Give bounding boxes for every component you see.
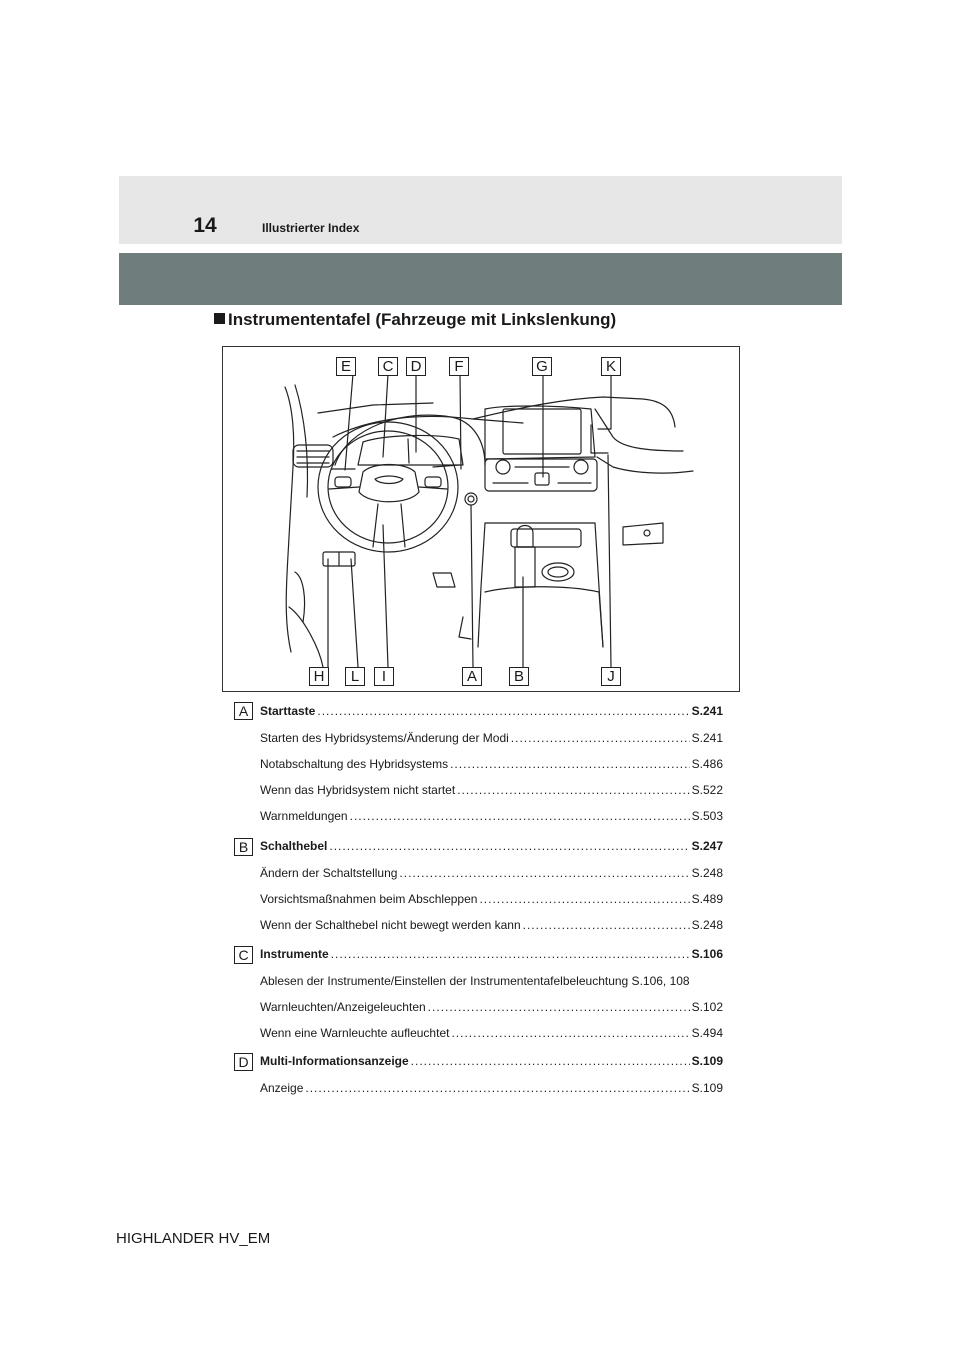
entry-text: Warnmeldungen xyxy=(260,809,348,823)
callout-label-i: I xyxy=(374,667,394,686)
callout-label-g: G xyxy=(532,357,552,376)
entry-page: S.503 xyxy=(691,809,723,823)
entry-text: Warnleuchten/Anzeigeleuchten xyxy=(260,1000,426,1014)
index-entry[interactable] xyxy=(260,757,723,773)
dashboard-drawing xyxy=(223,347,741,693)
index-entry-main[interactable] xyxy=(260,704,723,720)
entry-page: S.241 xyxy=(691,704,723,718)
index-entry[interactable] xyxy=(260,892,723,908)
index-entry-main[interactable] xyxy=(260,839,723,855)
entry-text: Wenn der Schalthebel nicht bewegt werden kann xyxy=(260,918,521,932)
entry-text: Multi-Informationsanzeige xyxy=(260,1054,409,1068)
index-entry[interactable] xyxy=(260,918,723,934)
callout-label-c: C xyxy=(378,357,398,376)
entry-page: S.106 xyxy=(691,947,723,961)
callout-label-b: B xyxy=(509,667,529,686)
entry-page: S.489 xyxy=(691,892,723,906)
index-entry[interactable] xyxy=(260,731,723,747)
index-entry-main[interactable] xyxy=(260,947,723,963)
entry-page: S.248 xyxy=(691,866,723,880)
footer-model: HIGHLANDER HV_EM xyxy=(116,1230,271,1247)
entry-page: S.109 xyxy=(691,1081,723,1095)
entry-text: Ändern der Schaltstellung xyxy=(260,866,398,880)
index-entry[interactable] xyxy=(260,1081,723,1097)
index-entry[interactable] xyxy=(260,809,723,825)
index-entry[interactable] xyxy=(260,783,723,799)
entry-page: S.109 xyxy=(691,1054,723,1068)
callout-label-e: E xyxy=(336,357,356,376)
header-band xyxy=(119,176,842,244)
group-letter-c: C xyxy=(234,946,253,964)
dashboard-illustration xyxy=(222,346,740,692)
group-letter-a: A xyxy=(234,702,253,720)
group-letter-b: B xyxy=(234,838,253,856)
index-entry-main[interactable] xyxy=(260,1054,723,1070)
callout-label-d: D xyxy=(406,357,426,376)
group-letter-d: D xyxy=(234,1053,253,1071)
entry-text: Wenn das Hybridsystem nicht startet xyxy=(260,783,456,797)
section-heading xyxy=(214,310,616,330)
entry-page: S.522 xyxy=(691,783,723,797)
callout-label-k: K xyxy=(601,357,621,376)
index-entry[interactable] xyxy=(260,1000,723,1016)
callout-label-j: J xyxy=(601,667,621,686)
entry-page: S.241 xyxy=(691,731,723,745)
entry-text: Starten des Hybridsystems/Änderung der Modi xyxy=(260,731,509,745)
entry-page: S.247 xyxy=(691,839,723,853)
entry-text: Instrumente xyxy=(260,947,329,961)
entry-page: S.494 xyxy=(691,1026,723,1040)
index-entry[interactable] xyxy=(260,866,723,882)
entry-text: Vorsichtsmaßnahmen beim Abschleppen xyxy=(260,892,478,906)
callout-label-l: L xyxy=(345,667,365,686)
entry-page: S.248 xyxy=(691,918,723,932)
header-title: Illustrierter Index xyxy=(262,221,360,235)
entry-text: Starttaste xyxy=(260,704,316,718)
entry-page: S.102 xyxy=(691,1000,723,1014)
entry-page: S.486 xyxy=(691,757,723,771)
entry-text: Schalthebel xyxy=(260,839,328,853)
entry-text: Notabschaltung des Hybridsystems xyxy=(260,757,449,771)
page-number: 14 xyxy=(193,214,217,237)
index-entry[interactable] xyxy=(260,1026,723,1042)
heading-square-icon xyxy=(214,313,225,324)
entry-text: Wenn eine Warnleuchte aufleuchtet xyxy=(260,1026,450,1040)
entry-text: Ablesen der Instrumente/Einstellen der Instrumententafelbeleuchtung S.106, 108 xyxy=(260,974,690,988)
index-entry[interactable] xyxy=(260,974,723,990)
callout-label-h: H xyxy=(309,667,329,686)
callout-label-a: A xyxy=(462,667,482,686)
callout-label-f: F xyxy=(449,357,469,376)
entry-text: Anzeige xyxy=(260,1081,304,1095)
header-bar xyxy=(119,253,842,305)
section-heading-text: Instrumententafel (Fahrzeuge mit Linkslenkung) xyxy=(228,310,617,329)
